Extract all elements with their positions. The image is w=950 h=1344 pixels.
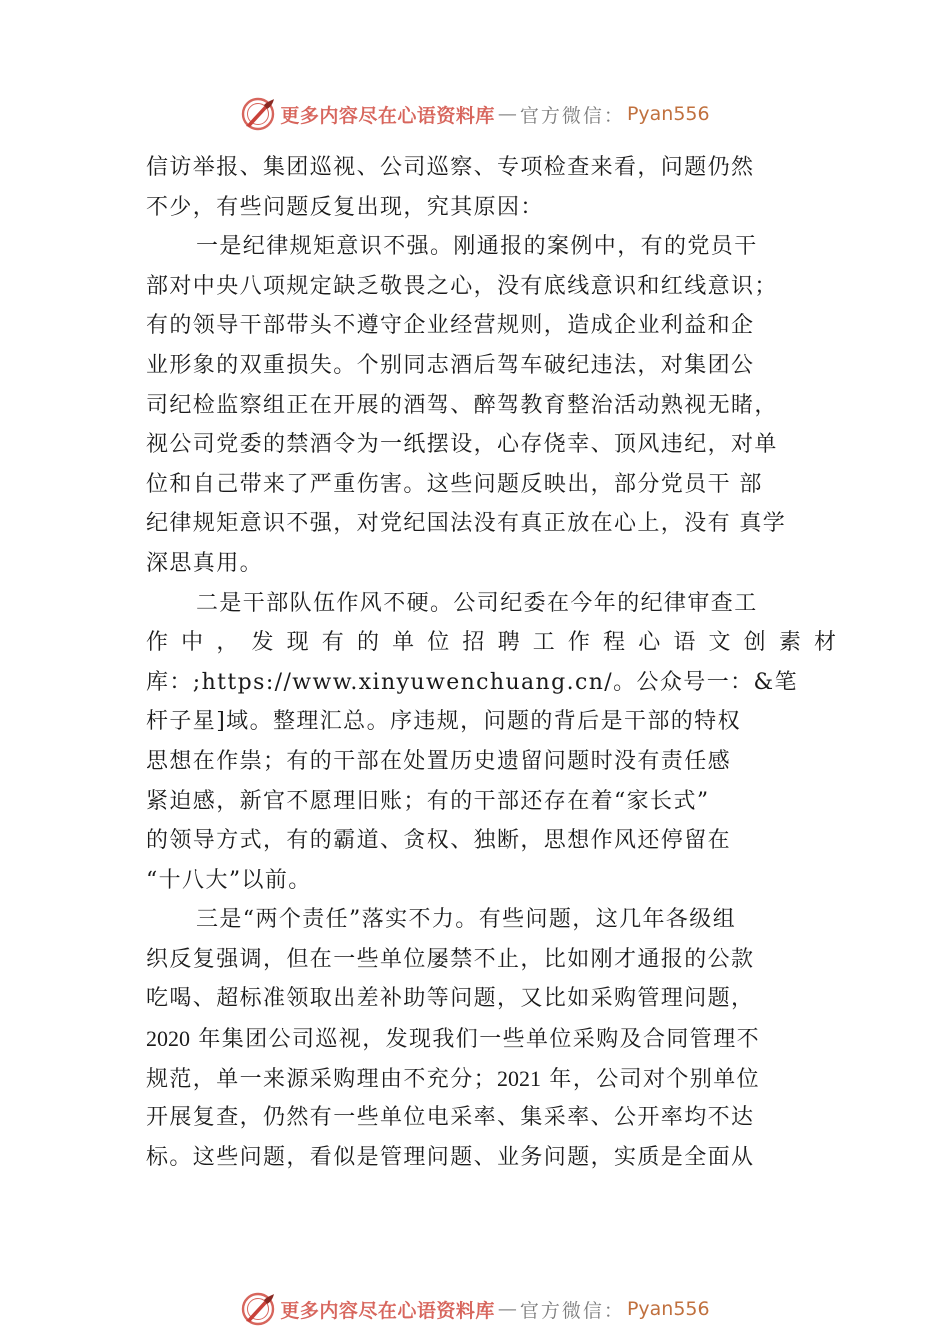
text-line: 思想在作祟；有的干部在处置历史遗留问题时没有责任感 [146,748,732,774]
watermark-separator: — [497,1298,517,1320]
year-number: 2021 [497,1065,542,1091]
text-line: 业形象的双重损失。个别同志酒后驾车破纪违法，对集团公 [146,352,755,378]
text-line: 库：;https://www.xinyuwenchuang.cn/。公众号一：&笔 [146,669,798,695]
text-line: 深思真用。 [146,550,264,576]
text-line: 视公司党委的禁酒令为一纸摆设，心存侥幸、顶风违纪，对单 [146,432,778,458]
text-segment: 年，公司对个别单位 [549,1066,761,1092]
watermark-wechat-label: 官方微信： [519,1299,625,1322]
watermark-site-text: 更多内容尽在心语资料库 [280,104,495,127]
paragraph-start-line: 二是干部队伍作风不硬。公司纪委在今年的纪律审查工 [196,590,758,616]
watermark-wechat-label: 官方微信： [519,104,625,127]
text-line: 不少，有些问题反复出现，究其原因： [146,194,544,220]
text-line: 标。这些问题，看似是管理问题、业务问题，实质是全面从 [146,1144,755,1170]
quill-seal-logo-icon [240,1291,276,1327]
text-line: 杆子星]域。整理汇总。序违规，问题的背后是干部的特权 [146,709,741,735]
text-line: 织反复强调，但在一些单位屡禁不止，比如刚才通报的公款 [146,946,755,972]
text-line: 作中，发现有的单位招聘工作程心语文创素材 [146,630,836,656]
watermark-separator: — [497,103,517,125]
text-line [146,1019,836,1059]
text-segment: 规范，单一来源采购理由不充分； [146,1066,498,1092]
quill-seal-logo-icon [240,96,276,132]
text-line: “十八大”以前。 [146,867,312,893]
text-line: 信访举报、集团巡视、公司巡察、专项检查来看，问题仍然 [146,155,755,180]
text-line: 部对中央八项规定缺乏敬畏之心，没有底线意识和红线意识； [146,273,778,299]
document-body [146,148,836,1177]
text-line: 紧迫感，新官不愿理旧账；有的干部还存在着“家长式” [146,788,710,814]
text-line: 开展复查，仍然有一些单位电采率、集采率、公开率均不达 [146,1105,755,1131]
text-line: 的领导方式，有的霸道、贪权、独断，思想作风还停留在 [146,828,732,854]
year-number: 2020 [146,1026,190,1052]
text-segment: 年集团公司巡视，发现我们一些单位采购及合同管理不 [198,1027,761,1053]
watermark-wechat-id: Pyan556 [626,103,710,125]
paragraph-start-line: 一是纪律规矩意识不强。刚通报的案例中，有的党员干 [196,234,758,260]
text-line: 纪律规矩意识不强，对党纪国法没有真正放在心上，没有 真学 [146,511,787,537]
watermark-wechat-id: Pyan556 [626,1298,710,1320]
text-line [146,1059,836,1099]
text-line: 吃喝、超标准领取出差补助等问题，又比如采购管理问题， [146,986,755,1012]
paragraph-start-line: 三是“两个责任”落实不力。有些问题，这几年各级组 [196,907,737,933]
header-watermark-banner [0,94,950,134]
footer-watermark-banner [0,1289,950,1329]
text-line: 有的领导干部带头不遵守企业经营规则，造成企业利益和企 [146,313,755,339]
text-line: 司纪检监察组正在开展的酒驾、醉驾教育整治活动熟视无睹， [146,392,778,418]
text-line: 位和自己带来了严重伤害。这些问题反映出，部分党员干 部 [146,471,763,497]
watermark-site-text: 更多内容尽在心语资料库 [280,1299,495,1322]
